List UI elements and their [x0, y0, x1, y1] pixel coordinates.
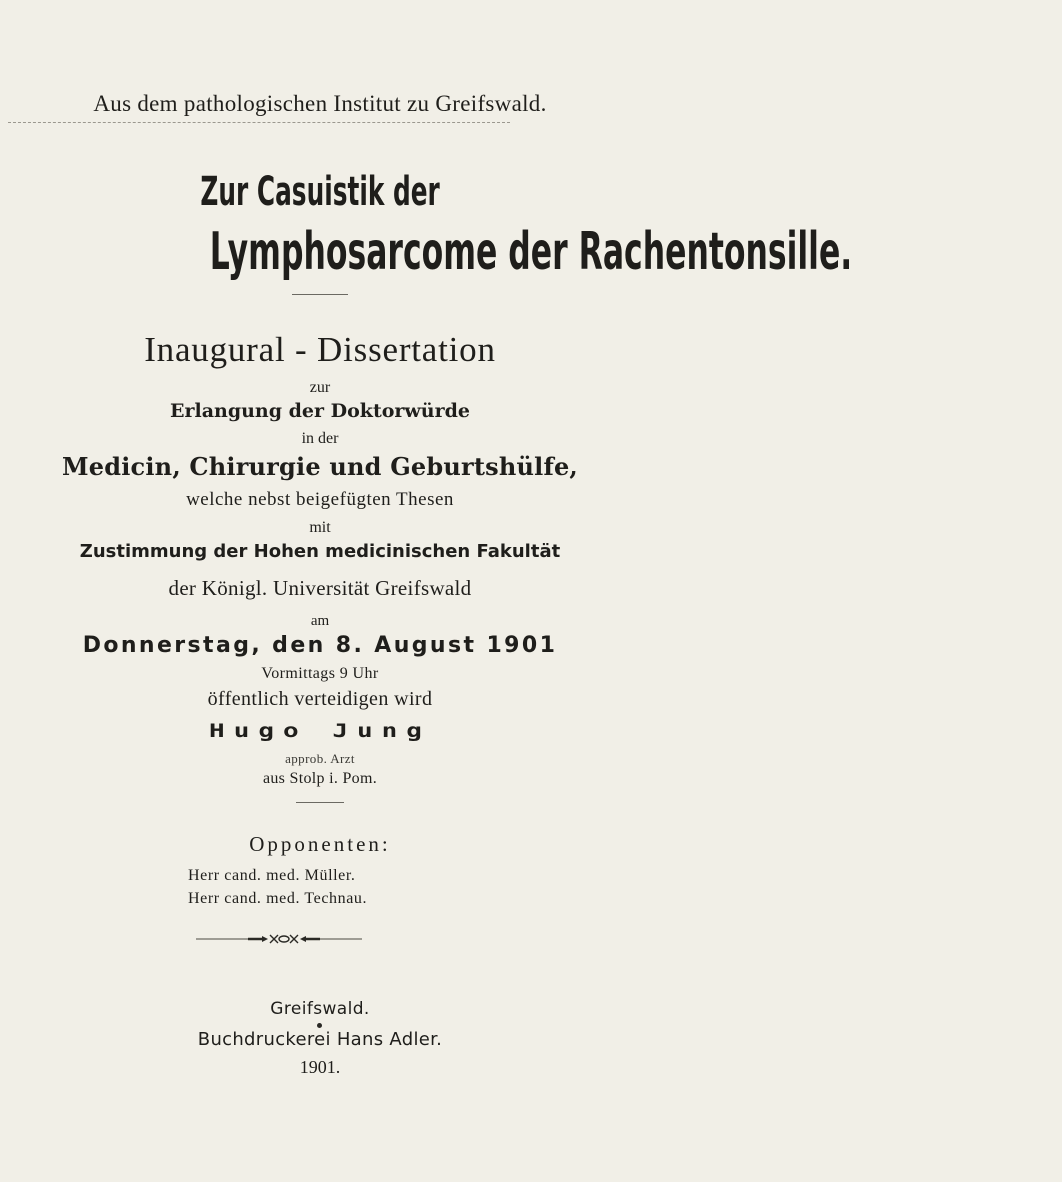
title-line-1 [0, 169, 640, 215]
printer-line: Buchdruckerei Hans Adler. [197, 1029, 443, 1050]
opponents-heading: Opponenten: [249, 832, 391, 856]
opponent-1: Herr cand. med. Müller. [188, 867, 356, 884]
title-line-2 [0, 222, 853, 282]
date-line: Donnerstag, den 8. August 1901 [82, 633, 558, 658]
consent-line: Zustimmung der Hohen medicinischen Fakultät [79, 541, 561, 562]
theses-line: welche nebst beigefügten Thesen [186, 489, 454, 510]
author-origin: aus Stolp i. Pom. [262, 770, 377, 787]
opponent-2: Herr cand. med. Technau. [188, 890, 368, 907]
bullet-dot [317, 1023, 322, 1028]
mit-text: mit [309, 519, 331, 536]
publication-place: Greifswald. [270, 999, 370, 1019]
author-name: Hugo Jung [209, 720, 431, 742]
faculty-line: Medicin, Chirurgie und Geburtshülfe, [62, 452, 578, 481]
institute-header: Aus dem pathologischen Institut zu Greifswald. [93, 91, 547, 116]
zur-text: zur [309, 379, 331, 396]
title-line-2-text: Lymphosarcome der Rachentonsille. [209, 222, 853, 282]
author-divider [296, 802, 344, 803]
am-text: am [310, 613, 330, 629]
in-der-text: in der [301, 430, 339, 447]
defend-line: öffentlich verteidigen wird [207, 688, 433, 710]
time-line: Vormittags 9 Uhr [261, 665, 379, 682]
title-divider [292, 294, 348, 295]
university-line: der Königl. Universität Greifswald [168, 576, 472, 600]
ornament-divider [196, 933, 362, 945]
dissertation-type: Inaugural - Dissertation [144, 330, 496, 369]
publication-year: 1901. [299, 1057, 341, 1077]
header-underline [8, 122, 510, 123]
title-line-1-text: Zur Casuistik der [200, 169, 440, 215]
author-title: approb. Arzt [285, 751, 355, 766]
degree-line: Erlangung der Doktorwürde [170, 400, 470, 422]
